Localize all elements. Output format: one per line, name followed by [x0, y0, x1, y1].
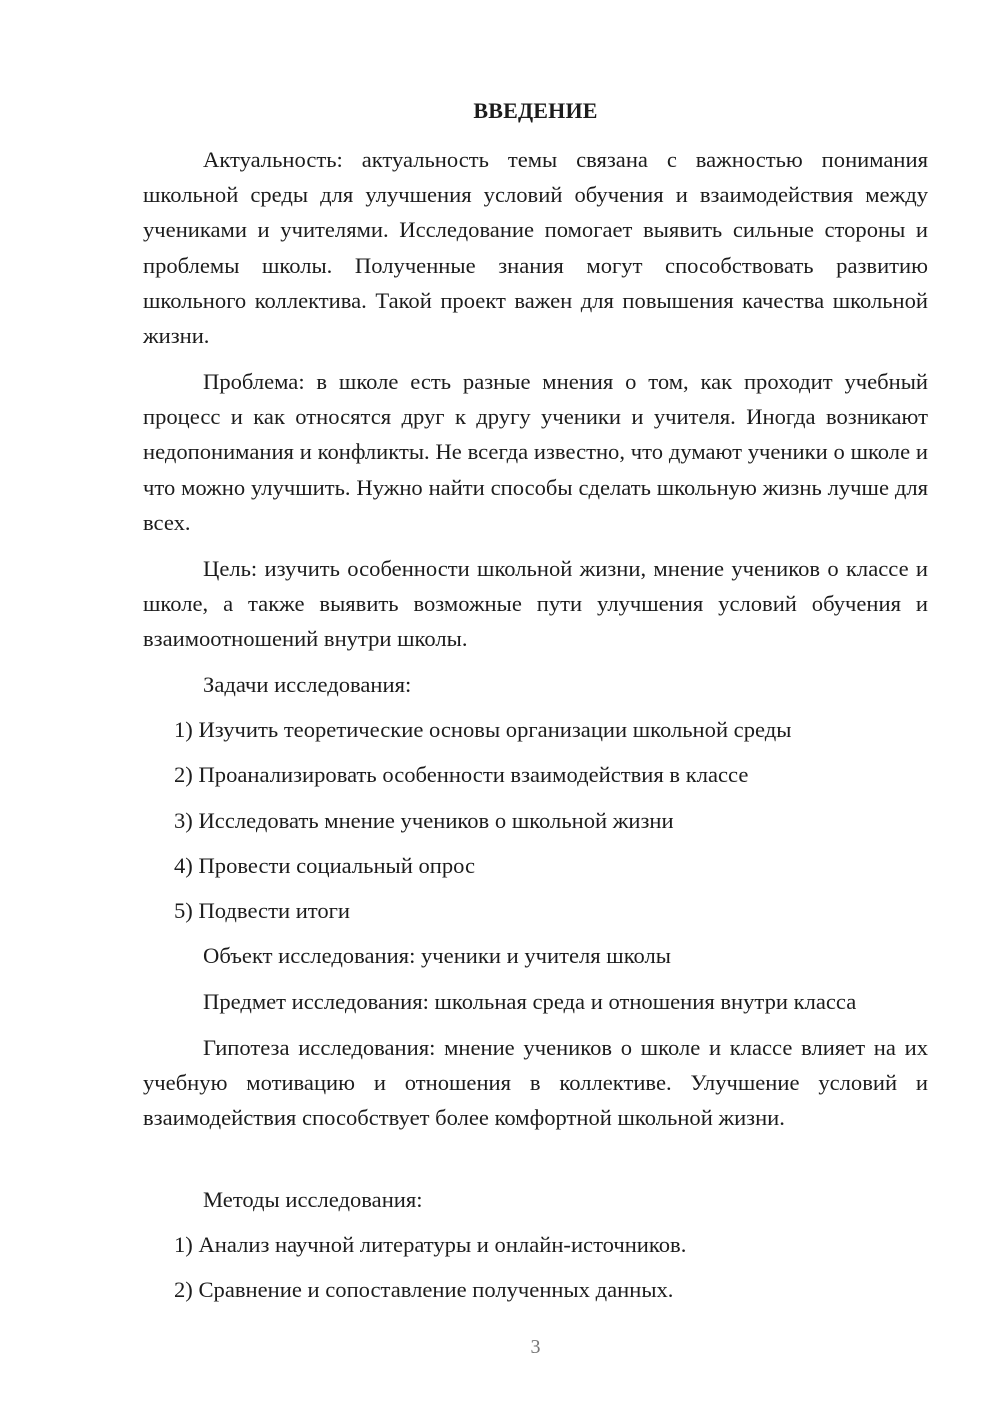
goal-paragraph: Цель: изучить особенности школьной жизни, мнение учеников о классе и школе, а также выявить возможные пути улучшения условий обучения и взаимоотношений внутри школы. — [143, 556, 928, 652]
problem-paragraph: Проблема: в школе есть разные мнения о том, как проходит учебный процесс и как относятся друг к другу ученики и учителя. Иногда возникают недопонимания и конфликты. Не всегда известно, что думают ученики о школе и что можно улучшить. Нужно найти способы сделать школьную жизнь лучше для всех. — [143, 369, 928, 535]
hypothesis-paragraph: Гипотеза исследования: мнение учеников о школе и классе влияет на их учебную мотивацию и отношения в коллективе. Улучшение условий и взаимодействия способствует более комфортной школьной жизни. — [143, 1035, 928, 1131]
task-item: 4) Провести социальный опрос — [174, 853, 476, 878]
relevance-paragraph: Актуальность: актуальность темы связана с важностью понимания школьной среды для улучшения условий обучения и взаимодействия между учениками и учителями. Исследование помогает выявить сильные стороны и проблемы школы. Полученные знания могут способствовать развитию школьного коллектива. Такой проект важен для повышения качества школьной жизни. — [143, 147, 928, 349]
task-item: 3) Исследовать мнение учеников о школьной жизни — [174, 808, 674, 833]
method-item: 2) Сравнение и сопоставление полученных данных. — [174, 1277, 674, 1302]
method-item: 1) Анализ научной литературы и онлайн-источников. — [174, 1232, 687, 1257]
page-title: ВВЕДЕНИЕ — [473, 98, 598, 123]
methods-heading: Методы исследования: — [203, 1187, 423, 1212]
research-subject: Предмет исследования: школьная среда и отношения внутри класса — [203, 989, 857, 1014]
task-item: 1) Изучить теоретические основы организации школьной среды — [174, 717, 792, 742]
tasks-heading: Задачи исследования: — [203, 672, 412, 697]
task-item: 5) Подвести итоги — [174, 898, 351, 923]
page-number: 3 — [530, 1336, 541, 1358]
research-object: Объект исследования: ученики и учителя школы — [203, 943, 671, 968]
task-item: 2) Проанализировать особенности взаимодействия в классе — [174, 762, 749, 787]
document-page — [143, 0, 928, 1414]
